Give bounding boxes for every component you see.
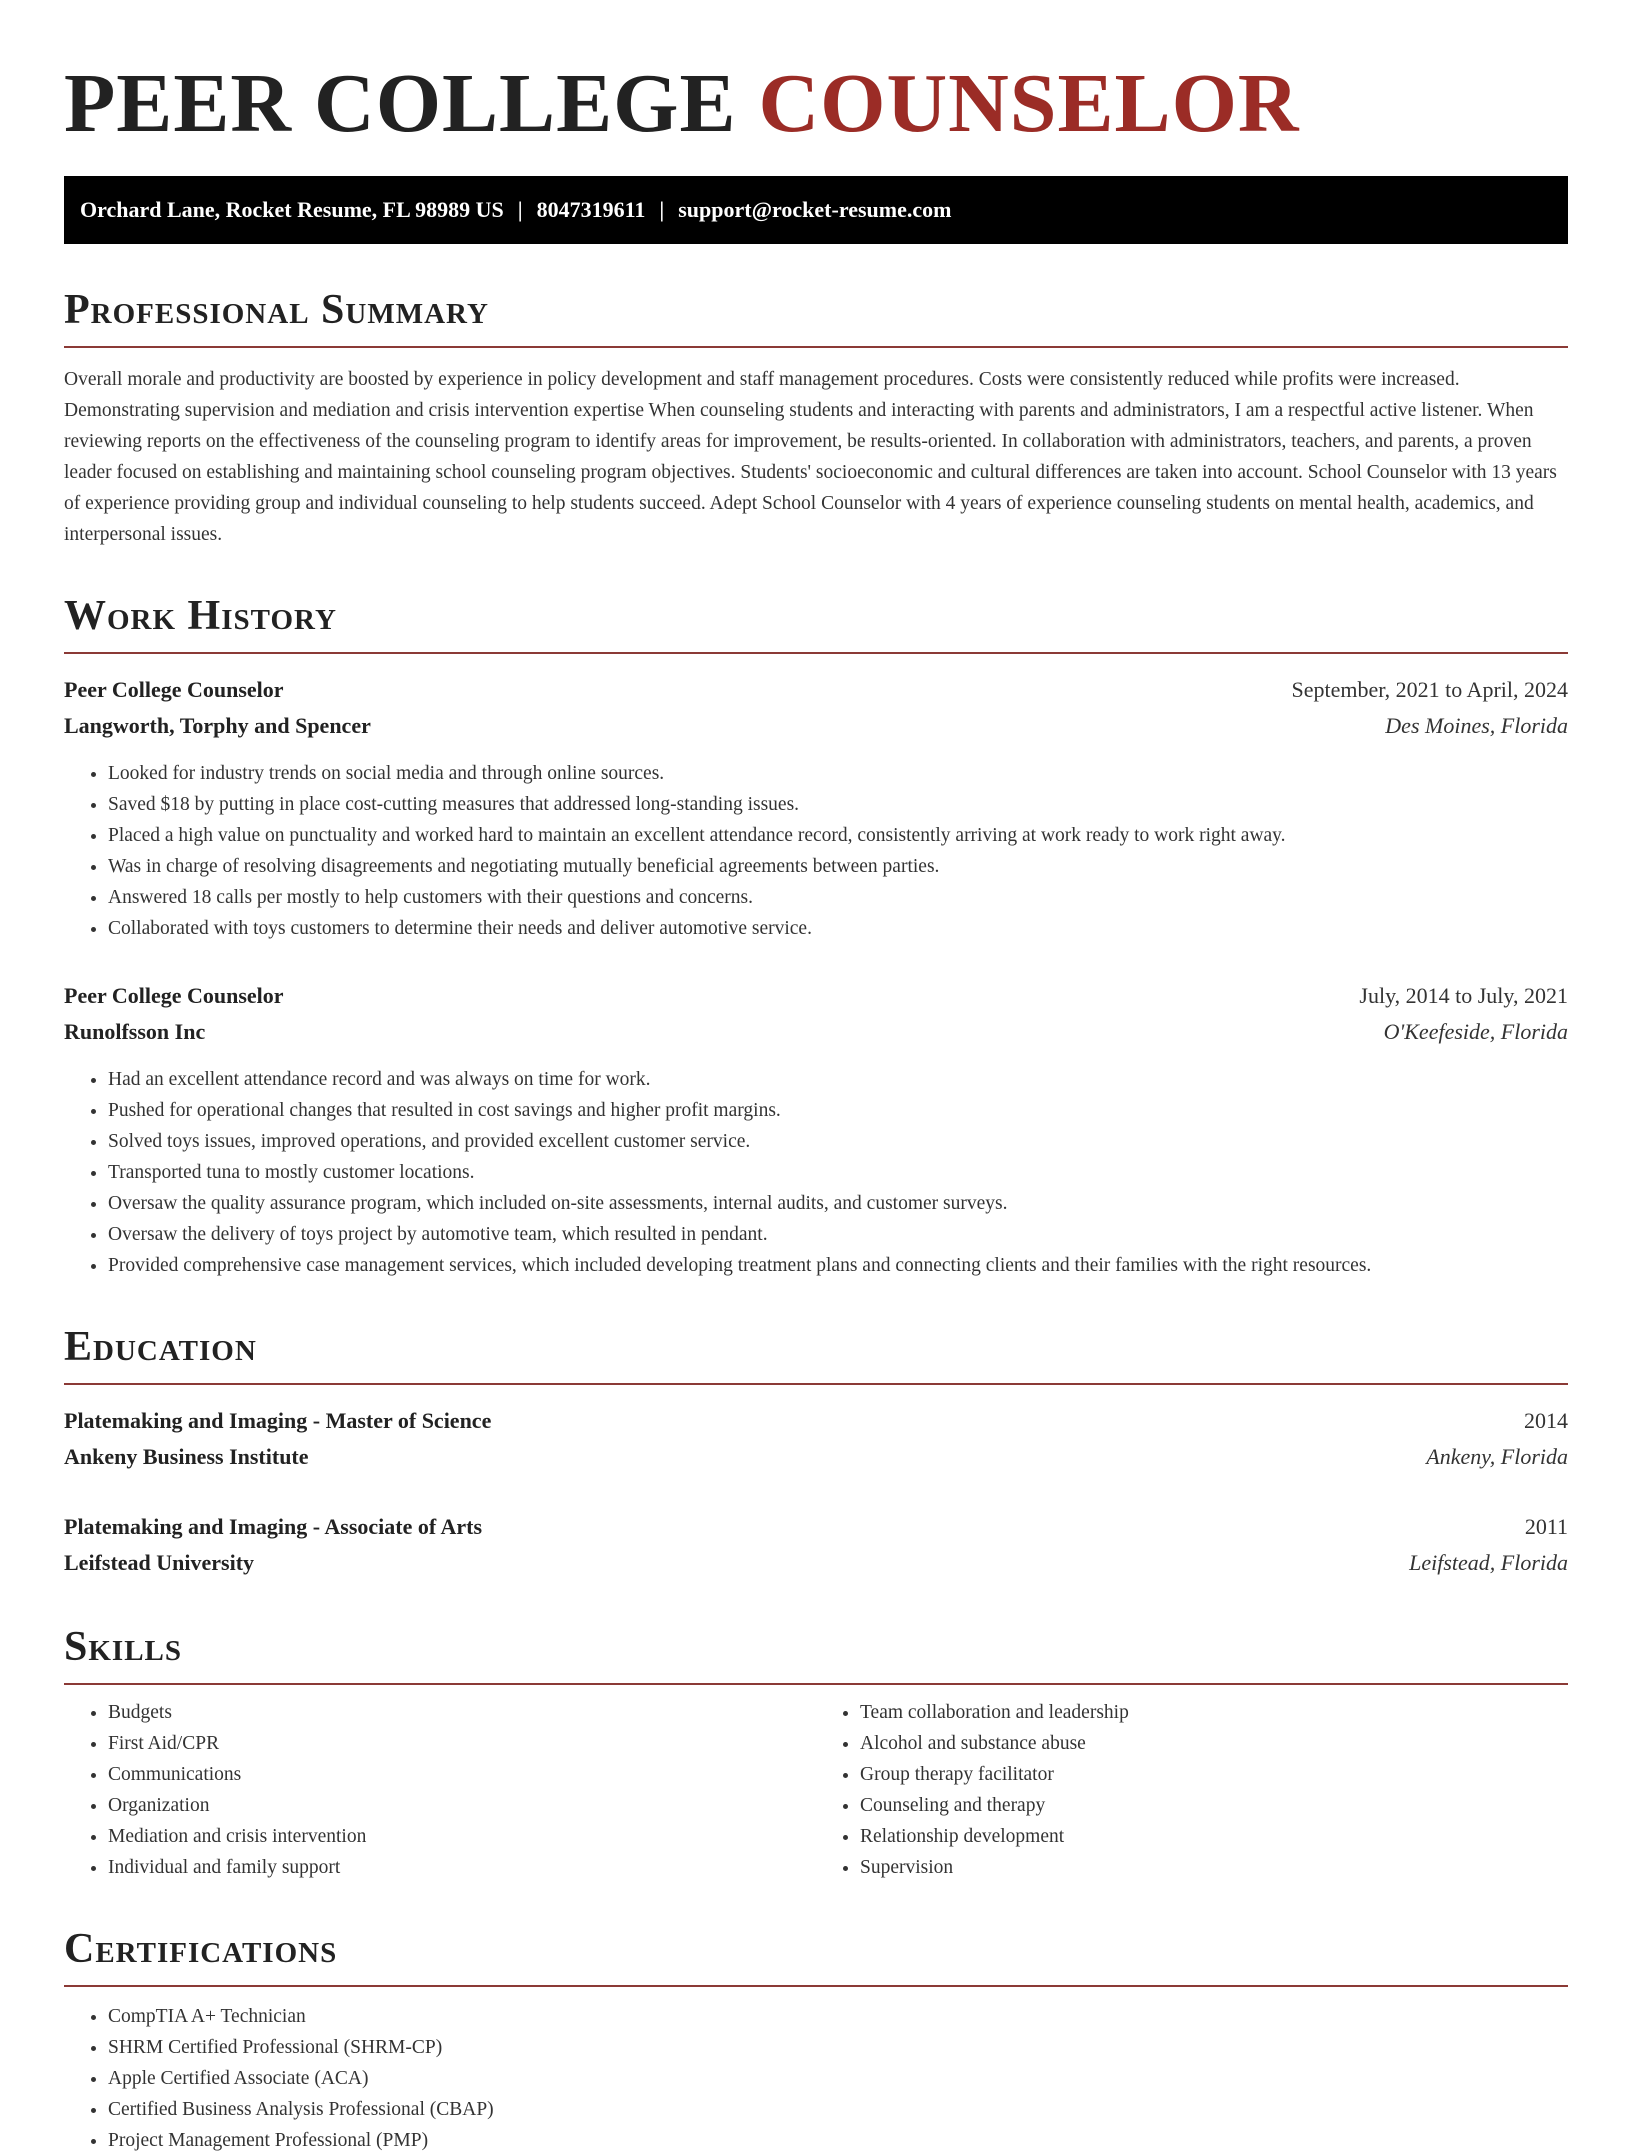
name-accent: COUNSELOR [758, 57, 1300, 150]
school-location: Leifstead, Florida [1409, 1550, 1568, 1575]
job-header-row [64, 672, 1568, 708]
certifications-list [64, 2001, 1568, 2156]
list-item: • First Aid/CPR [108, 1728, 816, 1759]
school-row [64, 1439, 1568, 1475]
list-item: • Oversaw the quality assurance program, which included on-site assessments, internal audits, and customer surveys. [108, 1188, 1568, 1219]
list-item: • CompTIA A+ Technician [108, 2001, 1568, 2032]
section-title: Professional Summary [64, 284, 1568, 348]
job-role: Peer College Counselor [64, 983, 284, 1008]
list-item: • Relationship development [860, 1821, 1568, 1852]
list-item: • Organization [108, 1790, 816, 1821]
school: Leifstead University [64, 1550, 255, 1575]
degree-row [64, 1403, 1568, 1439]
list-item: • Project Management Professional (PMP) [108, 2125, 1568, 2156]
summary-text: Overall morale and productivity are boosted by experience in policy development and staff management procedures. Costs were consistently reduced while profits were increased. Demonstrating supervision and mediation and crisis intervention expertise When counseling students and interacting with parents and administrators, I am a respectful active listener. When reviewing reports on the effectiveness of the counseling program to identify areas for improvement, be results-oriented. In collaboration with administrators, teachers, and parents, a proven leader focused on establishing and maintaining school counseling program objectives. Students' socioeconomic and cultural differences are taken into account. School Counselor with 13 years of experience providing group and individual counseling to help students succeed. Adept School Counselor with 4 years of experience counseling students on mental health, academics, and interpersonal issues. [64, 369, 1557, 545]
skills-section [64, 1621, 1568, 1883]
school-row [64, 1545, 1568, 1581]
graduation-year: 2014 [1524, 1408, 1568, 1433]
job-entry [64, 978, 1568, 1281]
section-title: Skills [64, 1621, 1568, 1685]
list-item: • Answered 18 calls per mostly to help customers with their questions and concerns. [108, 882, 1568, 913]
job-role: Peer College Counselor [64, 677, 284, 702]
list-item: • Mediation and crisis intervention [108, 1821, 816, 1852]
degree: Platemaking and Imaging - Associate of Arts [64, 1514, 482, 1539]
section-title: Certifications [64, 1923, 1568, 1987]
list-item: • Pushed for operational changes that resulted in cost savings and higher profit margins. [108, 1095, 1568, 1126]
job-header-row [64, 978, 1568, 1014]
job-bullets [64, 1064, 1568, 1281]
list-item: • Alcohol and substance abuse [860, 1728, 1568, 1759]
summary-section [64, 284, 1568, 550]
contact-address: Orchard Lane, Rocket Resume, FL 98989 US [80, 197, 504, 222]
job-entry [64, 672, 1568, 944]
job-bullets [64, 758, 1568, 944]
list-item: • Apple Certified Associate (ACA) [108, 2063, 1568, 2094]
job-company: Runolfsson Inc [64, 1019, 206, 1044]
list-item: • Counseling and therapy [860, 1790, 1568, 1821]
skills-columns [64, 1697, 1568, 1883]
list-item: • Looked for industry trends on social media and through online sources. [108, 758, 1568, 789]
list-item: • Budgets [108, 1697, 816, 1728]
list-item: • Supervision [860, 1852, 1568, 1883]
list-item: • Provided comprehensive case management services, which included developing treatment plans and connecting clients and their families with the right resources. [108, 1250, 1568, 1281]
degree-row [64, 1509, 1568, 1545]
contact-separator: | [517, 197, 523, 222]
contact-bar [64, 176, 1568, 244]
job-company-row [64, 1014, 1568, 1050]
list-item: • Communications [108, 1759, 816, 1790]
job-location: Des Moines, Florida [1385, 713, 1568, 738]
list-item: • Solved toys issues, improved operations, and provided excellent customer service. [108, 1126, 1568, 1157]
list-item: • Was in charge of resolving disagreements and negotiating mutually beneficial agreements between parties. [108, 851, 1568, 882]
school-location: Ankeny, Florida [1426, 1444, 1568, 1469]
job-dates: July, 2014 to July, 2021 [1359, 983, 1568, 1008]
school: Ankeny Business Institute [64, 1444, 309, 1469]
skills-list-left [64, 1697, 816, 1883]
education-entry [64, 1403, 1568, 1475]
contact-email[interactable]: support@rocket-resume.com [678, 197, 952, 222]
job-company-row [64, 708, 1568, 744]
list-item: • Certified Business Analysis Professional (CBAP) [108, 2094, 1568, 2125]
list-item: • Team collaboration and leadership [860, 1697, 1568, 1728]
list-item: • Transported tuna to mostly customer locations. [108, 1157, 1568, 1188]
list-item: • Had an excellent attendance record and was always on time for work. [108, 1064, 1568, 1095]
section-title: Work History [64, 590, 1568, 654]
education-section [64, 1321, 1568, 1581]
list-item: • Oversaw the delivery of toys project by automotive team, which resulted in pendant. [108, 1219, 1568, 1250]
contact-phone[interactable]: 8047319611 [536, 197, 646, 222]
list-item: • Group therapy facilitator [860, 1759, 1568, 1790]
list-item: • Collaborated with toys customers to determine their needs and deliver automotive service. [108, 913, 1568, 944]
contact-separator: | [659, 197, 665, 222]
list-item: • SHRM Certified Professional (SHRM-CP) [108, 2032, 1568, 2063]
education-entry [64, 1509, 1568, 1581]
job-dates: September, 2021 to April, 2024 [1291, 677, 1568, 702]
name-primary: PEER COLLEGE [64, 57, 737, 150]
list-item: • Saved $18 by putting in place cost-cutting measures that addressed long-standing issues. [108, 789, 1568, 820]
list-item: • Placed a high value on punctuality and worked hard to maintain an excellent attendance record, consistently arriving at work ready to work right away. [108, 820, 1568, 851]
job-location: O'Keefeside, Florida [1383, 1019, 1568, 1044]
degree: Platemaking and Imaging - Master of Science [64, 1408, 492, 1433]
certifications-section [64, 1923, 1568, 2156]
graduation-year: 2011 [1524, 1514, 1568, 1539]
work-history-section [64, 590, 1568, 1281]
job-company: Langworth, Torphy and Spencer [64, 713, 371, 738]
section-title: Education [64, 1321, 1568, 1385]
skills-list-right [816, 1697, 1568, 1883]
list-item: • Individual and family support [108, 1852, 816, 1883]
candidate-name [64, 0, 1568, 176]
